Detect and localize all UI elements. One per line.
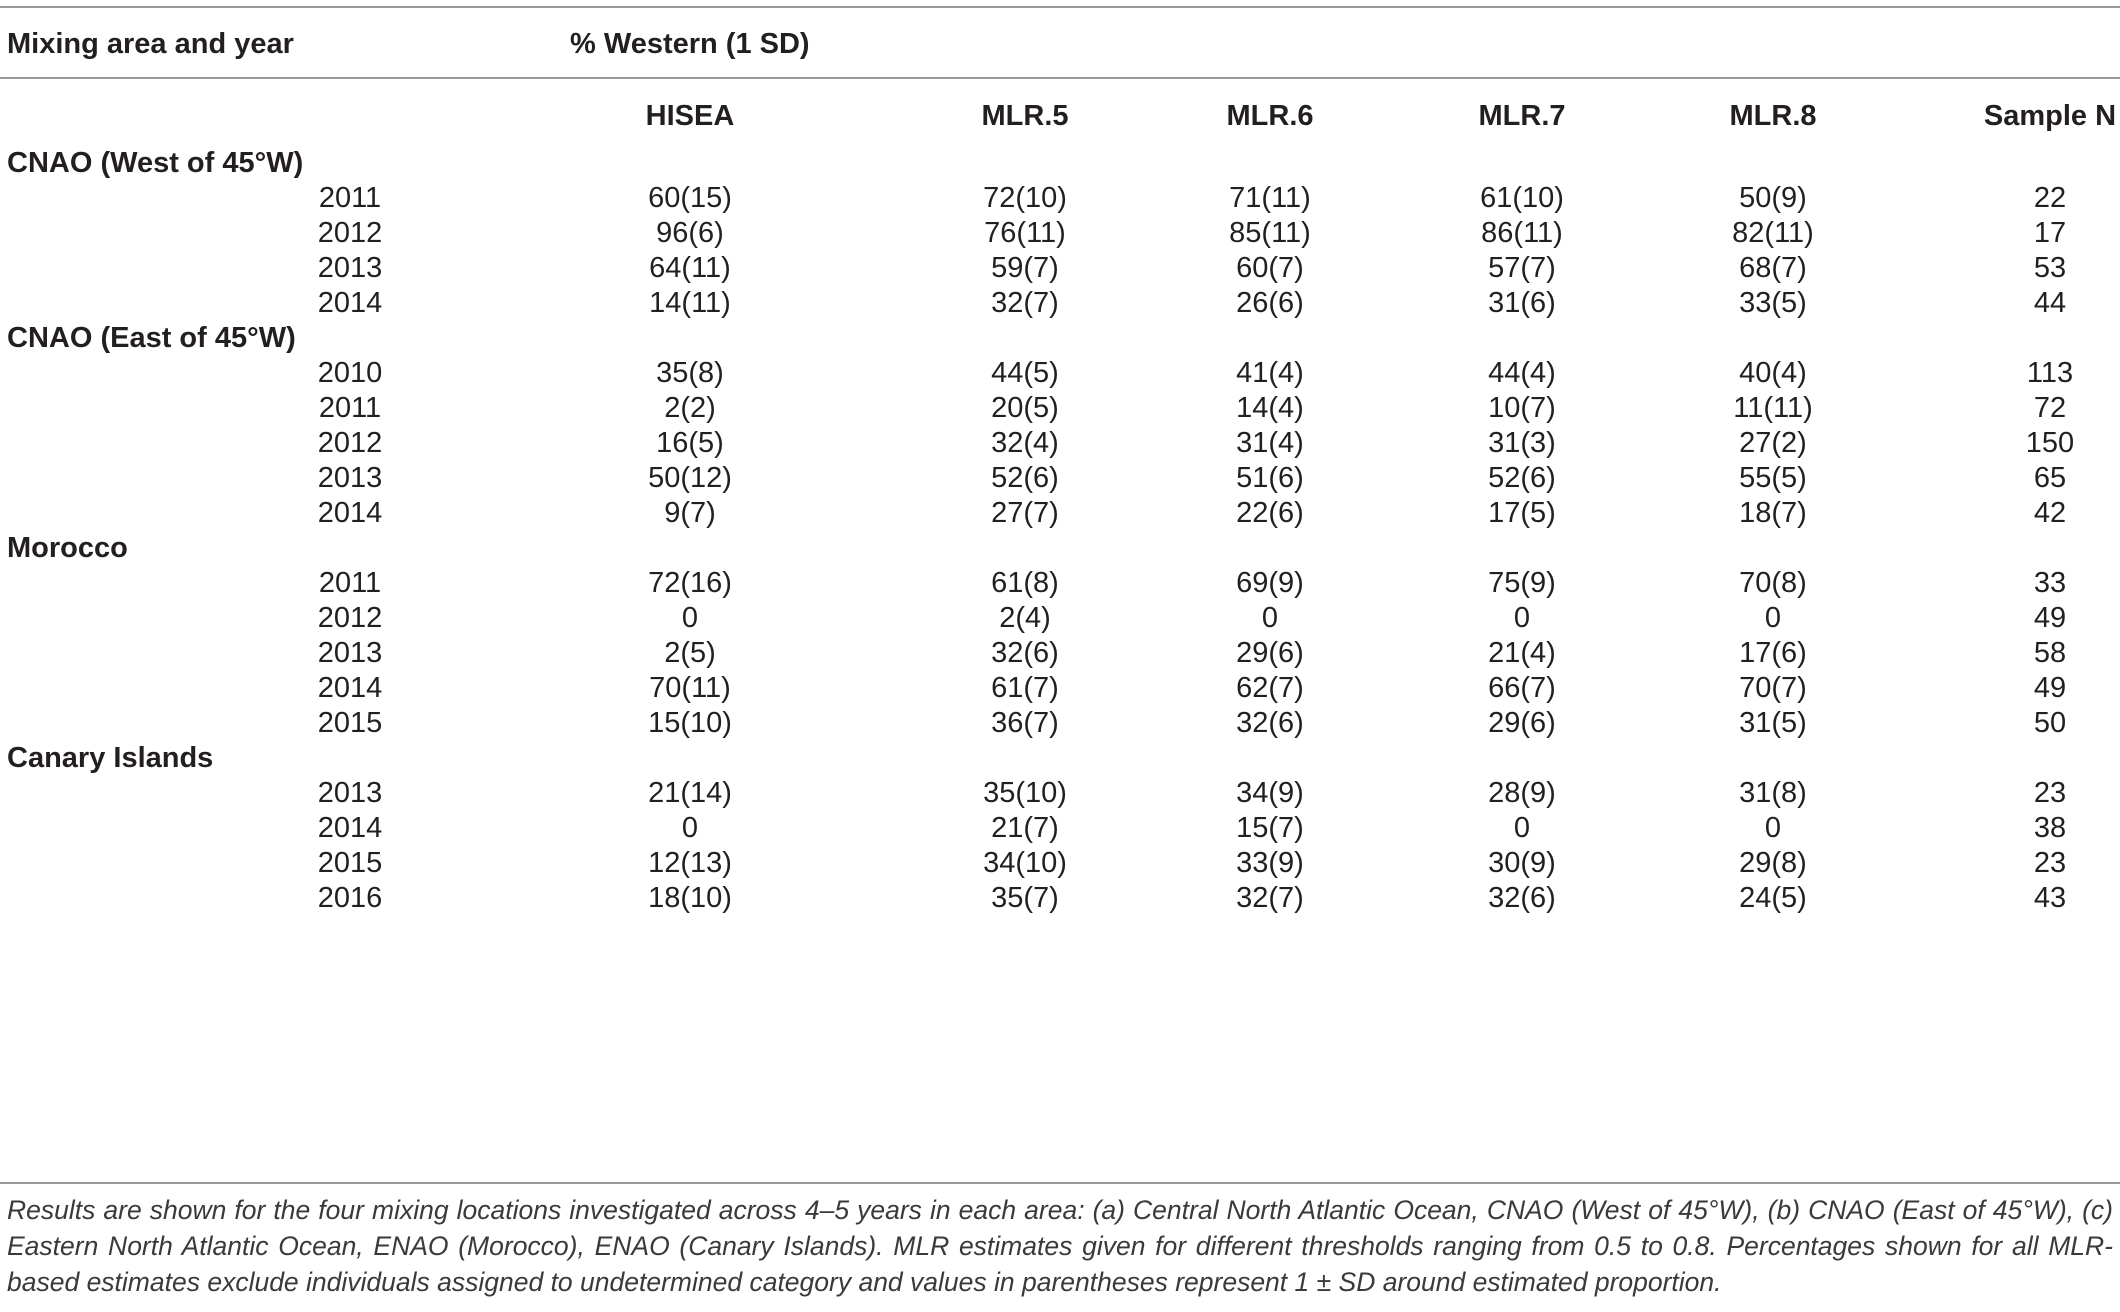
- value-cell: 2(5): [664, 637, 716, 669]
- year-cell: 2013: [317, 462, 383, 494]
- value-cell: 33(9): [1236, 847, 1304, 879]
- value-cell: 27(2): [1739, 427, 1807, 459]
- value-cell: 33: [2033, 567, 2067, 599]
- year-cell: 2011: [318, 182, 382, 214]
- value-cell: 52(6): [991, 462, 1059, 494]
- value-cell: 32(4): [991, 427, 1059, 459]
- value-cell: 70(11): [649, 672, 731, 704]
- value-cell: 53: [2033, 252, 2067, 284]
- value-cell: 44(5): [991, 357, 1059, 389]
- value-cell: 55(5): [1739, 462, 1807, 494]
- value-cell: 65: [2033, 462, 2067, 494]
- group-label: CNAO (East of 45°W): [7, 322, 296, 354]
- value-cell: 29(6): [1488, 707, 1556, 739]
- year-cell: 2012: [317, 217, 383, 249]
- value-cell: 43: [2033, 882, 2067, 914]
- value-cell: 17(5): [1488, 497, 1556, 529]
- value-cell: 70(7): [1739, 672, 1807, 704]
- value-cell: 30(9): [1488, 847, 1556, 879]
- value-cell: 69(9): [1236, 567, 1304, 599]
- value-cell: 21(4): [1488, 637, 1556, 669]
- year-cell: 2015: [317, 847, 383, 879]
- value-cell: 61(8): [991, 567, 1059, 599]
- table-row: [0, 874, 2120, 921]
- value-cell: 72(10): [983, 182, 1067, 214]
- value-cell: 70(8): [1739, 567, 1807, 599]
- value-cell: 0: [1764, 602, 1782, 634]
- header-percent-western: % Western (1 SD): [570, 28, 810, 60]
- value-cell: 17(6): [1739, 637, 1807, 669]
- value-cell: 36(7): [991, 707, 1059, 739]
- value-cell: 64(11): [649, 252, 731, 284]
- value-cell: 10(7): [1488, 392, 1556, 424]
- value-cell: 41(4): [1236, 357, 1304, 389]
- value-cell: 2(4): [999, 602, 1051, 634]
- value-cell: 49: [2033, 672, 2067, 704]
- value-cell: 33(5): [1739, 287, 1807, 319]
- value-cell: 23: [2033, 777, 2067, 809]
- header-rule: [0, 77, 2120, 79]
- value-cell: 35(8): [656, 357, 724, 389]
- value-cell: 72: [2033, 392, 2067, 424]
- value-cell: 21(7): [991, 812, 1059, 844]
- value-cell: 35(10): [983, 777, 1067, 809]
- value-cell: 9(7): [664, 497, 716, 529]
- value-cell: 0: [681, 602, 699, 634]
- value-cell: 60(7): [1236, 252, 1304, 284]
- column-header: MLR.7: [1478, 100, 1566, 132]
- value-cell: 22: [2033, 182, 2067, 214]
- value-cell: 21(14): [648, 777, 732, 809]
- value-cell: 20(5): [991, 392, 1059, 424]
- column-header: MLR.8: [1729, 100, 1817, 132]
- value-cell: 38: [2033, 812, 2067, 844]
- value-cell: 76(11): [984, 217, 1066, 249]
- value-cell: 28(9): [1488, 777, 1556, 809]
- value-cell: 0: [1764, 812, 1782, 844]
- year-cell: 2014: [317, 497, 383, 529]
- value-cell: 57(7): [1488, 252, 1556, 284]
- value-cell: 82(11): [1732, 217, 1814, 249]
- value-cell: 34(9): [1236, 777, 1304, 809]
- value-cell: 27(7): [991, 497, 1059, 529]
- group-label: Canary Islands: [7, 742, 214, 774]
- value-cell: 31(6): [1488, 287, 1556, 319]
- value-cell: 66(7): [1488, 672, 1556, 704]
- value-cell: 24(5): [1739, 882, 1807, 914]
- value-cell: 49: [2033, 602, 2067, 634]
- value-cell: 15(7): [1236, 812, 1304, 844]
- header-mixing-area: Mixing area and year: [7, 28, 294, 60]
- value-cell: 32(7): [1236, 882, 1304, 914]
- value-cell: 32(6): [1236, 707, 1304, 739]
- value-cell: 29(6): [1236, 637, 1304, 669]
- value-cell: 113: [2026, 357, 2074, 389]
- value-cell: 75(9): [1488, 567, 1556, 599]
- value-cell: 52(6): [1488, 462, 1556, 494]
- column-header: MLR.6: [1226, 100, 1314, 132]
- year-cell: 2015: [317, 707, 383, 739]
- value-cell: 86(11): [1481, 217, 1563, 249]
- value-cell: 12(13): [648, 847, 732, 879]
- value-cell: 16(5): [656, 427, 724, 459]
- year-cell: 2013: [317, 777, 383, 809]
- group-label: Morocco: [7, 532, 128, 564]
- column-header: HISEA: [645, 100, 735, 132]
- value-cell: 50: [2033, 707, 2067, 739]
- year-cell: 2012: [317, 427, 383, 459]
- value-cell: 0: [1261, 602, 1279, 634]
- value-cell: 14(11): [649, 287, 731, 319]
- value-cell: 50(12): [648, 462, 732, 494]
- year-cell: 2014: [317, 672, 383, 704]
- value-cell: 62(7): [1236, 672, 1304, 704]
- value-cell: 59(7): [991, 252, 1059, 284]
- group-label: CNAO (West of 45°W): [7, 147, 304, 179]
- year-cell: 2011: [318, 567, 382, 599]
- value-cell: 44(4): [1488, 357, 1556, 389]
- value-cell: 18(7): [1739, 497, 1807, 529]
- value-cell: 150: [2025, 427, 2075, 459]
- value-cell: 23: [2033, 847, 2067, 879]
- value-cell: 34(10): [983, 847, 1067, 879]
- value-cell: 85(11): [1229, 217, 1311, 249]
- value-cell: 61(7): [991, 672, 1059, 704]
- value-cell: 31(8): [1739, 777, 1807, 809]
- value-cell: 72(16): [648, 567, 732, 599]
- value-cell: 14(4): [1236, 392, 1304, 424]
- value-cell: 31(5): [1739, 707, 1807, 739]
- column-header: MLR.5: [981, 100, 1069, 132]
- value-cell: 31(4): [1236, 427, 1304, 459]
- value-cell: 31(3): [1488, 427, 1556, 459]
- year-cell: 2013: [317, 252, 383, 284]
- value-cell: 32(7): [991, 287, 1059, 319]
- value-cell: 51(6): [1236, 462, 1304, 494]
- value-cell: 96(6): [656, 217, 724, 249]
- value-cell: 11(11): [1733, 392, 1813, 424]
- value-cell: 18(10): [648, 882, 732, 914]
- value-cell: 50(9): [1739, 182, 1807, 214]
- table-header: [0, 8, 2120, 78]
- value-cell: 0: [681, 812, 699, 844]
- value-cell: 32(6): [1488, 882, 1556, 914]
- value-cell: 29(8): [1739, 847, 1807, 879]
- value-cell: 61(10): [1480, 182, 1564, 214]
- value-cell: 40(4): [1739, 357, 1807, 389]
- year-cell: 2014: [317, 287, 383, 319]
- value-cell: 71(11): [1229, 182, 1311, 214]
- value-cell: 32(6): [991, 637, 1059, 669]
- year-cell: 2012: [317, 602, 383, 634]
- table-caption: Results are shown for the four mixing locations investigated across 4–5 years in each area: (a) Central North Atlantic Ocean, CNAO (West of 45°W), (b) CNAO (East of 45°W), (c) Eastern North Atlantic Ocean, ENAO (Morocco), ENAO (Canary Islands). MLR estimates given for different thresholds ranging from 0.5 to 0.8. Percentages shown for all MLR-based estimates exclude individuals assigned to undetermined category and values in parentheses represent 1 ± SD around estimated proportion.: [7, 1195, 2113, 1297]
- year-cell: 2016: [317, 882, 383, 914]
- value-cell: 35(7): [991, 882, 1059, 914]
- column-header-row: [0, 92, 2120, 139]
- year-cell: 2013: [317, 637, 383, 669]
- value-cell: 58: [2033, 637, 2067, 669]
- value-cell: 68(7): [1739, 252, 1807, 284]
- value-cell: 17: [2033, 217, 2067, 249]
- value-cell: 15(10): [648, 707, 732, 739]
- value-cell: 26(6): [1236, 287, 1304, 319]
- value-cell: 0: [1513, 602, 1531, 634]
- year-cell: 2011: [318, 392, 382, 424]
- value-cell: 42: [2033, 497, 2067, 529]
- year-cell: 2014: [317, 812, 383, 844]
- value-cell: 44: [2033, 287, 2067, 319]
- value-cell: 2(2): [664, 392, 716, 424]
- value-cell: 60(15): [648, 182, 732, 214]
- bottom-rule: [0, 1182, 2120, 1184]
- value-cell: 22(6): [1236, 497, 1304, 529]
- column-header: Sample N: [1983, 100, 2117, 132]
- value-cell: 0: [1513, 812, 1531, 844]
- year-cell: 2010: [317, 357, 383, 389]
